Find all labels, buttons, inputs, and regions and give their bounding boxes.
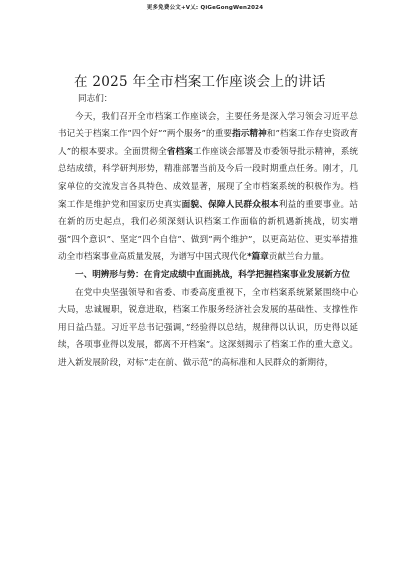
document-title: 在 2025 年全市档案工作座谈会上的讲话: [74, 74, 326, 90]
paragraph-section-1: 在党中央坚强领导和省委、市委高度重视下，全市档案系统紧紧围绕中心大局，忠诚履职，锐意进取，档案工作服务经济社会发展的基础性、支撑性作用日益凸显。习近平总书记强调，”经验得以总结，规律得以认识，历史得以延续，各项事业得以发展，都离不开档案”。这深刻揭示了档案工作的重大意义。进入新发展阶段，对标”走在前、做示范”的高标准和人民群众的新期待，: [58, 287, 358, 368]
para1-text-1: 今天，我们召开全市档案工作座谈会，主要任务是深入学习领会习近平总书记关于档案工作”四个好”“两个服务”的重要: [58, 111, 358, 140]
para1-bold-4: *篇章: [247, 252, 269, 263]
para1-text-2: 和”档案工作存史资政育人”的根本要求。全面贯彻全: [58, 129, 358, 157]
para1-bold-3: 面貌、保障人民群众根本: [181, 199, 279, 210]
paragraph-opening: [58, 109, 358, 267]
para1-text-4: 利益的重要事业。站在新的历史起点，我们必须深刻认识档案工作面临的新机遇新挑战，切实增强”四个意识”、坚定”四个自信”、做到”两个维护”，以更高站位、更实举措推动全市档案事业高质量发展，为谱写中国式现代化: [58, 199, 358, 263]
para1-text-5: 贡献兰台力量。: [268, 252, 329, 263]
section-heading-1: 一、明辨形与势：在肯定成绩中直面挑战，科学把握档案事业发展新方位: [75, 269, 351, 280]
salutation: 同志们：: [78, 94, 113, 104]
document-page: [58, 74, 358, 373]
para1-bold-1: 指示精神: [232, 129, 267, 140]
para1-bold-2: 省档案: [166, 146, 193, 157]
para1-text-3: 工作座谈会部署及市委领导批示精神，系统总结成绩，科学研判形势，精准部署当前及今后一段时期重点任务。刚才，几家单位的交流发言各具特色、成效显著，展现了全市档案系统的积极作为。档案工作是维护党和国家历史真实: [58, 146, 358, 210]
header-note: 更多免费公文+V乂: QiGeGongWen2024: [146, 5, 264, 11]
